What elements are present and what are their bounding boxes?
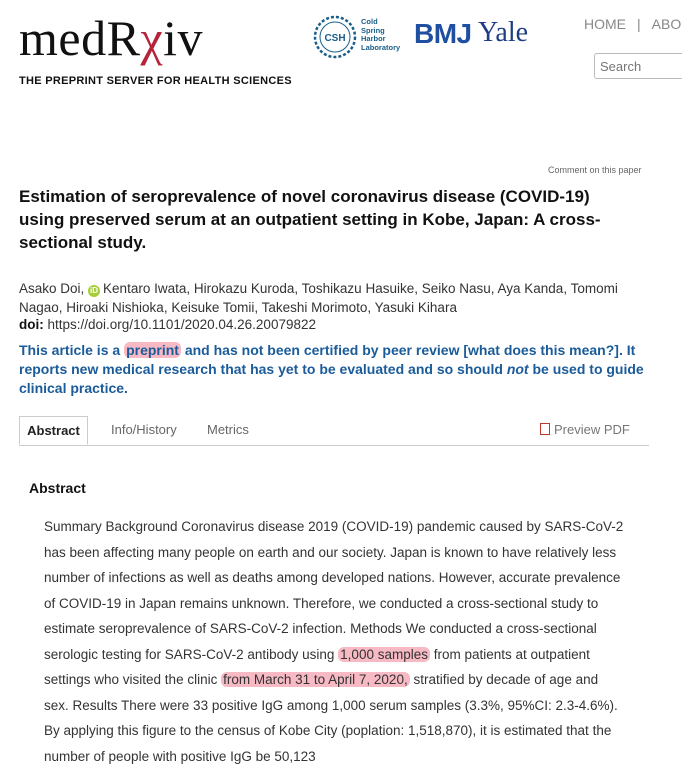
- article-tabs: [19, 416, 649, 446]
- csh-wordmark: [361, 18, 400, 52]
- abstract-body: [44, 514, 624, 769]
- dates-highlight: from March 31 to April 7, 2020,: [223, 672, 408, 687]
- search-input[interactable]: [594, 53, 682, 79]
- logo-text-suffix: iv: [163, 10, 204, 66]
- csh-logo-icon[interactable]: [313, 15, 357, 59]
- author-first[interactable]: Asako Doi,: [19, 281, 85, 296]
- doi-link[interactable]: https://doi.org/10.1101/2020.04.26.20079822: [47, 317, 316, 332]
- abstract-heading: Abstract: [29, 480, 86, 496]
- authors-rest[interactable]: Kentaro Iwata, Hirokazu Kuroda, Toshikazu Hasuike, Seiko Nasu, Aya Kanda, Tomomi Nagao, Hiroaki Nishioka, Keisuke Tomii, Takeshi Morimoto, Yasuki Kihara: [19, 281, 618, 315]
- doi-line: [19, 317, 316, 332]
- preview-pdf-link[interactable]: [540, 416, 630, 444]
- logo-text-prefix: medR: [19, 10, 141, 66]
- doi-label: doi:: [19, 317, 44, 332]
- article-title: Estimation of seroprevalence of novel coronavirus disease (COVID-19) using preserved serum at an outpatient setting in Kobe, Japan: A cross-sectional study.: [19, 187, 601, 252]
- tab-abstract[interactable]: Abstract: [19, 416, 88, 445]
- notice-part-1: This article is a: [19, 342, 121, 358]
- tab-info-history[interactable]: Info/History: [111, 422, 177, 437]
- bmj-logo[interactable]: BMJ: [414, 18, 472, 49]
- comment-on-paper-link[interactable]: Comment on this paper: [548, 165, 642, 175]
- csh-line: Laboratory: [361, 42, 401, 52]
- abstract-text-3: stratified by decade of age and sex. Results There were 33 positive IgG among 1,000 serum samples (3.3%, 95%CI: 2.3-4.6%). By applying this figure to the census of Kobe City (poplation: 1,518,870), it is estimated that the number of people with positive IgG be 50,123: [44, 672, 618, 764]
- csh-line: Cold: [361, 17, 378, 26]
- orcid-icon[interactable]: iD: [90, 286, 99, 295]
- abstract-text-1: Summary Background Coronavirus disease 2019 (COVID-19) pandemic caused by SARS-CoV-2 has been affecting many people on earth and our society. Japan is known to have relatively less number of infections as well as deaths among developed nations. However, accurate prevalence of COVID-19 in Japan remains unknown. Therefore, we conducted a cross-sectional study to estimate seroprevalence of SARS-CoV-2 infection. Methods We conducted a cross-sectional serologic testing for SARS-CoV-2 antibody using: [44, 519, 624, 662]
- nav-home-link[interactable]: HOME: [584, 16, 626, 32]
- top-nav: [584, 16, 681, 32]
- csh-line: Harbor: [361, 34, 386, 44]
- notice-part-2[interactable]: and has not been certified by peer review [what does this mean?]. It reports new medical research that has yet to be evaluated and so should: [19, 342, 636, 377]
- preprint-notice: [19, 341, 649, 398]
- medrxiv-logo[interactable]: [19, 8, 203, 68]
- abstract-text-2: from patients at outpatient settings who visited the clinic: [44, 646, 590, 687]
- site-tagline: THE PREPRINT SERVER FOR HEALTH SCIENCES: [19, 75, 292, 87]
- samples-highlight: 1,000 samples: [340, 646, 428, 662]
- nav-separator: |: [637, 16, 641, 32]
- preview-pdf-label: Preview PDF: [554, 422, 630, 437]
- notice-emphasis: not: [506, 361, 529, 377]
- logo-text-chi: χ: [140, 10, 164, 66]
- preprint-highlight: preprint: [126, 342, 179, 358]
- csh-line: Spring: [361, 25, 385, 35]
- author-list: [19, 279, 639, 317]
- tab-metrics[interactable]: Metrics: [207, 422, 249, 437]
- nav-about-link[interactable]: ABO: [651, 16, 682, 32]
- notice-part-3: be used to guide clinical practice.: [19, 361, 644, 396]
- pdf-icon: [540, 423, 550, 435]
- csh-mark: CSH: [324, 33, 346, 44]
- yale-logo[interactable]: Yale: [478, 17, 529, 48]
